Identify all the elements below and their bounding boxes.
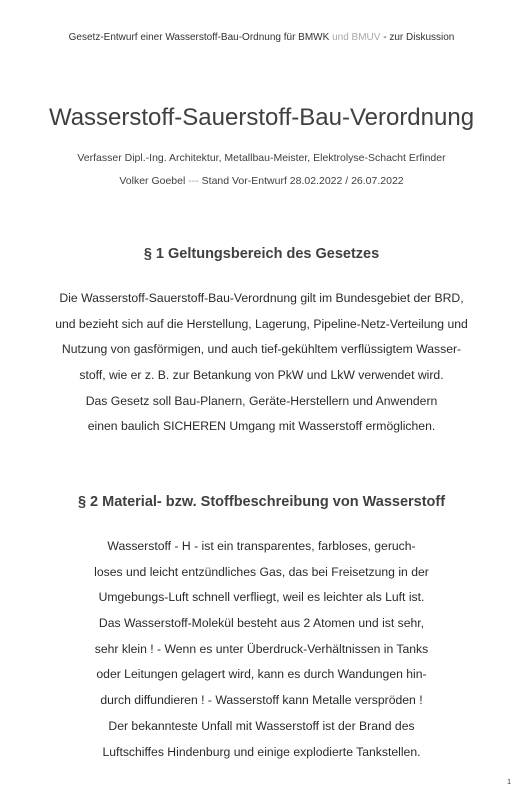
paragraph-line: Das Wasserstoff-Molekül besteht aus 2 Atomen und ist sehr,	[98, 616, 425, 631]
header-text-before: Gesetz-Entwurf einer Wasserstoff-Bau-Ordnung für BMWK	[68, 32, 333, 43]
paragraph-line: Umgebungs-Luft schnell verfliegt, weil es leichter als Luft ist.	[98, 590, 425, 605]
header-text-after: - zur Diskussion	[380, 32, 455, 43]
paragraph-line: stoff, wie er z. B. zur Betankung von PkW und LkW verwendet wird.	[79, 368, 444, 383]
header-text-muted: und BMUV	[332, 32, 381, 43]
paragraph-line: oder Leitungen gelagert wird, kann es durch Wandungen hin-	[96, 667, 427, 682]
document-status: Stand Vor-Entwurf 28.02.2022 / 26.07.2022	[201, 175, 404, 187]
section-heading-1: § 1 Geltungsbereich des Gesetzes	[143, 246, 380, 262]
paragraph-line: und bezieht sich auf die Herstellung, Lagerung, Pipeline-Netz-Verteilung und	[55, 316, 468, 331]
section-body-2	[0, 534, 523, 765]
separator-dashes: ---	[185, 175, 202, 187]
paragraph-line: Der bekannteste Unfall mit Wasserstoff ist der Brand des	[108, 718, 415, 733]
paragraph-line: Wasserstoff - H - ist ein transparentes, farbloses, geruch-	[107, 539, 416, 553]
page-header	[0, 32, 523, 43]
paragraph-line: loses und leicht entzündliches Gas, das bei Freisetzung in der	[94, 564, 429, 579]
author-and-status	[0, 175, 523, 187]
page-number: 1	[507, 779, 511, 786]
paragraph-line: Die Wasserstoff-Sauerstoff-Bau-Verordnung gilt im Bundesgebiet der BRD,	[59, 291, 464, 305]
paragraph-line: Luftschiffes Hindenburg und einige explodierte Tankstellen.	[102, 744, 421, 759]
author-credentials: Verfasser Dipl.-Ing. Architektur, Metallbau-Meister, Elektrolyse-Schacht Erfinder	[77, 152, 446, 164]
paragraph-line: sehr klein ! - Wenn es unter Überdruck-Verhältnissen in Tanks	[94, 641, 429, 656]
section-heading-2: § 2 Material- bzw. Stoffbeschreibung von Wasserstoff	[77, 494, 446, 510]
paragraph-line: einen baulich SICHEREN Umgang mit Wasserstoff ermöglichen.	[87, 419, 436, 434]
paragraph-line: Das Gesetz soll Bau-Planern, Geräte-Herstellern und Anwendern	[85, 393, 438, 408]
section-body-1	[0, 286, 523, 440]
document-title: Wasserstoff-Sauerstoff-Bau-Verordnung	[48, 104, 475, 131]
paragraph-line: durch diffundieren ! - Wasserstoff kann Metalle verspröden !	[100, 693, 423, 708]
paragraph-line: Nutzung von gasförmigen, und auch tief-gekühltem verflüssigtem Wasser-	[61, 342, 462, 357]
author-name: Volker Goebel	[119, 175, 186, 187]
